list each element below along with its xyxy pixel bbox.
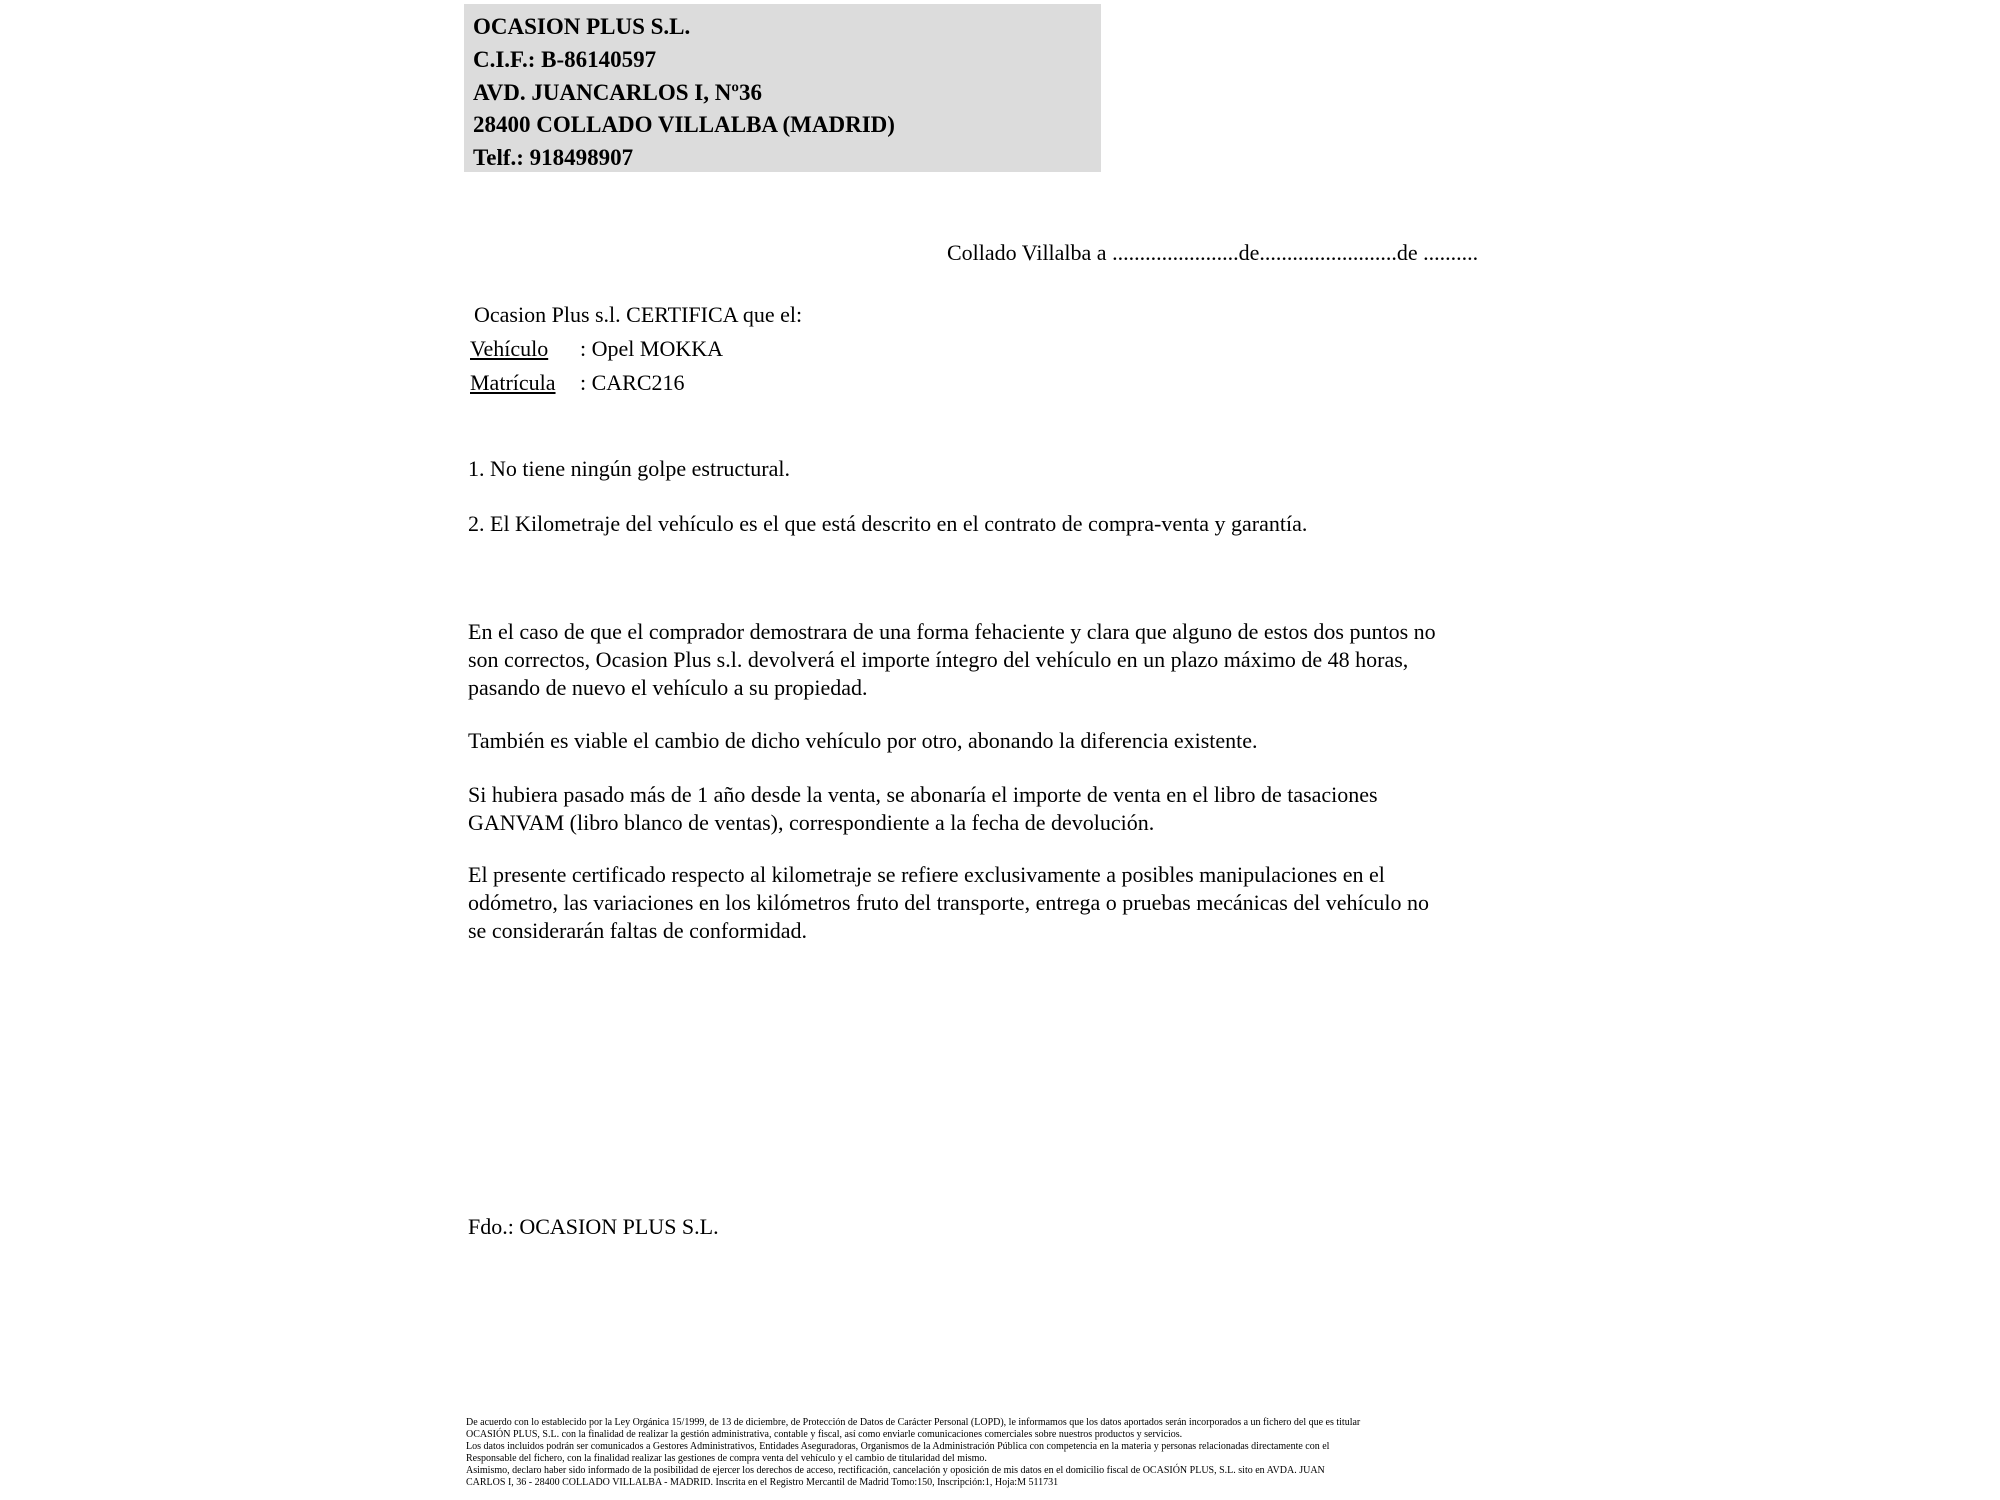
vehicle-label: Vehículo xyxy=(470,336,549,361)
paragraph-ganvam-line: Si hubiera pasado más de 1 año desde la venta, se abonaría el importe de venta en el libro de tasaciones xyxy=(468,782,1378,807)
company-header-box-line: AVD. JUANCARLOS I, Nº36 xyxy=(473,79,762,105)
legal-footer-line: CARLOS I, 36 - 28400 COLLADO VILLALBA - MADRID. Inscrita en el Registro Mercantil de Madrid Tomo:150, Inscripción:1, Hoja:M 511731 xyxy=(466,1477,1059,1488)
paragraph-refund-line: En el caso de que el comprador demostrara de una forma fehaciente y clara que alguno de estos dos puntos no xyxy=(468,619,1436,644)
statement-structural: 1. No tiene ningún golpe estructural. xyxy=(468,456,790,481)
plate-label: Matrícula xyxy=(470,370,556,395)
statement-mileage: 2. El Kilometraje del vehículo es el que está descrito en el contrato de compra-venta y garantía. xyxy=(468,511,1308,536)
vehicle-value: : Opel MOKKA xyxy=(580,336,723,361)
certification-intro: Ocasion Plus s.l. CERTIFICA que el: xyxy=(474,302,803,327)
paragraph-exchange-line: También es viable el cambio de dicho vehículo por otro, abonando la diferencia existente. xyxy=(468,728,1258,753)
company-header-box-line: OCASION PLUS S.L. xyxy=(473,14,691,39)
company-header-box-line: 28400 COLLADO VILLALBA (MADRID) xyxy=(473,112,895,138)
legal-footer-line: Responsable del fichero, con la finalidad realizar las gestiones de compra venta del vehículo y el cambio de titularidad del mismo. xyxy=(466,1453,987,1464)
legal-footer-line: Los datos incluidos podrán ser comunicados a Gestores Administrativos, Entidades Aseguradoras, Organismos de la Administración Pública con competencia en la materia y personas relacionadas directamente con el xyxy=(466,1441,1330,1452)
company-header-box-line: C.I.F.: B-86140597 xyxy=(473,46,657,72)
date-line: Collado Villalba a .......................de.........................de .......... xyxy=(947,240,1479,265)
legal-footer-line: De acuerdo con lo establecido por la Ley Orgánica 15/1999, de 13 de diciembre, de Protección de Datos de Carácter Personal (LOPD), le informamos que los datos aportados serán incorporados a un fichero del que es titular xyxy=(466,1417,1361,1428)
company-header-box xyxy=(464,4,1101,172)
plate-label-box xyxy=(470,370,580,396)
legal-footer-line: Asimismo, declaro haber sido informado de la posibilidad de ejercer los derechos de acceso, rectificación, cancelación y oposición de mis datos en el domicilio fiscal de OCASIÓN PLUS, S.L. sito en AVDA. JUAN xyxy=(466,1465,1325,1476)
paragraph-odometer-line: El presente certificado respecto al kilometraje se refiere exclusivamente a posibles manipulaciones en el xyxy=(468,862,1385,887)
paragraph-odometer-line: se considerarán faltas de conformidad. xyxy=(468,918,808,943)
paragraph-refund-line: pasando de nuevo el vehículo a su propiedad. xyxy=(468,675,868,700)
paragraph-ganvam xyxy=(468,781,1378,837)
paragraph-odometer xyxy=(468,861,1429,945)
vehicle-label-box xyxy=(470,336,580,362)
company-header-box-line: Telf.: 918498907 xyxy=(473,145,634,171)
plate-field-row xyxy=(470,370,685,396)
paragraph-refund xyxy=(468,618,1436,702)
paragraph-odometer-line: odómetro, las variaciones en los kilómetros fruto del transporte, entrega o pruebas mecánicas del vehículo no xyxy=(468,890,1429,915)
paragraph-exchange xyxy=(468,727,1258,755)
vehicle-field-row xyxy=(470,336,723,362)
paragraph-ganvam-line: GANVAM (libro blanco de ventas), correspondiente a la fecha de devolución. xyxy=(468,810,1155,835)
paragraph-refund-line: son correctos, Ocasion Plus s.l. devolverá el importe íntegro del vehículo en un plazo máximo de 48 horas, xyxy=(468,647,1409,672)
legal-footer-line: OCASIÓN PLUS, S.L. con la finalidad de realizar la gestión administrativa, contable y fiscal, así como enviarle comunicaciones comerciales sobre nuestros productos y servicios. xyxy=(466,1429,1183,1440)
plate-value: : CARC216 xyxy=(580,370,685,395)
legal-footer xyxy=(466,1417,1360,1489)
signature-line: Fdo.: OCASION PLUS S.L. xyxy=(468,1214,719,1239)
